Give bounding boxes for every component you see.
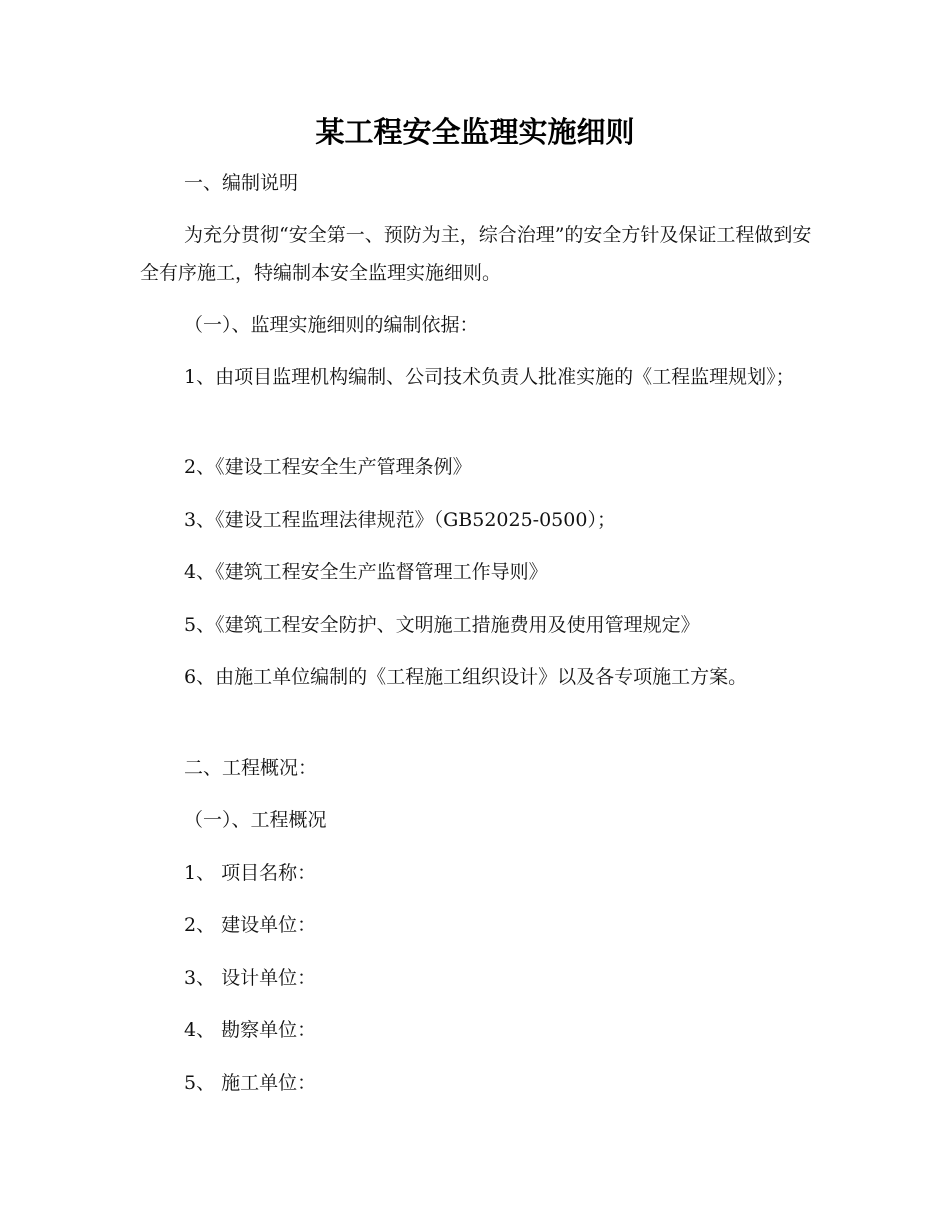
list-item-basis-2: 2、《建设工程安全生产管理条例》 (184, 456, 472, 478)
subsection-heading-project-overview: （一）、工程概况 (184, 809, 327, 831)
paragraph-purpose: 为充分贯彻“安全第一、预防为主，综合治理”的安全方针及保证工程做到安全有序施工，特编制本安全监理实施细则。 (140, 224, 812, 284)
list-item-builder-unit: 5、 施工单位： (184, 1072, 317, 1094)
list-item-design-unit: 3、 设计单位： (184, 967, 317, 989)
document-title: 某工程安全监理实施细则 (315, 115, 635, 149)
section-heading-compilation-notes: 一、编制说明 (184, 172, 299, 194)
list-item-basis-3: 3、《建设工程监理法律规范》（GB52025-0500）； (184, 509, 616, 531)
list-item-basis-1: 1、由项目监理机构编制、公司技术负责人批准实施的《工程监理规划》； (184, 366, 795, 388)
list-item-project-name: 1、 项目名称： (184, 862, 317, 884)
list-item-basis-6: 6、由施工单位编制的《工程施工组织设计》以及各专项施工方案。 (184, 666, 748, 688)
list-item-basis-5: 5、《建筑工程安全防护、文明施工措施费用及使用管理规定》 (184, 614, 700, 636)
section-heading-project-overview: 二、工程概况： (184, 757, 318, 779)
subsection-heading-basis: （一）、监理实施细则的编制依据： (184, 314, 479, 336)
list-item-basis-4: 4、《建筑工程安全生产监督管理工作导则》 (184, 561, 548, 583)
list-item-construction-unit: 2、 建设单位： (184, 914, 317, 936)
list-item-survey-unit: 4、 勘察单位： (184, 1019, 317, 1041)
